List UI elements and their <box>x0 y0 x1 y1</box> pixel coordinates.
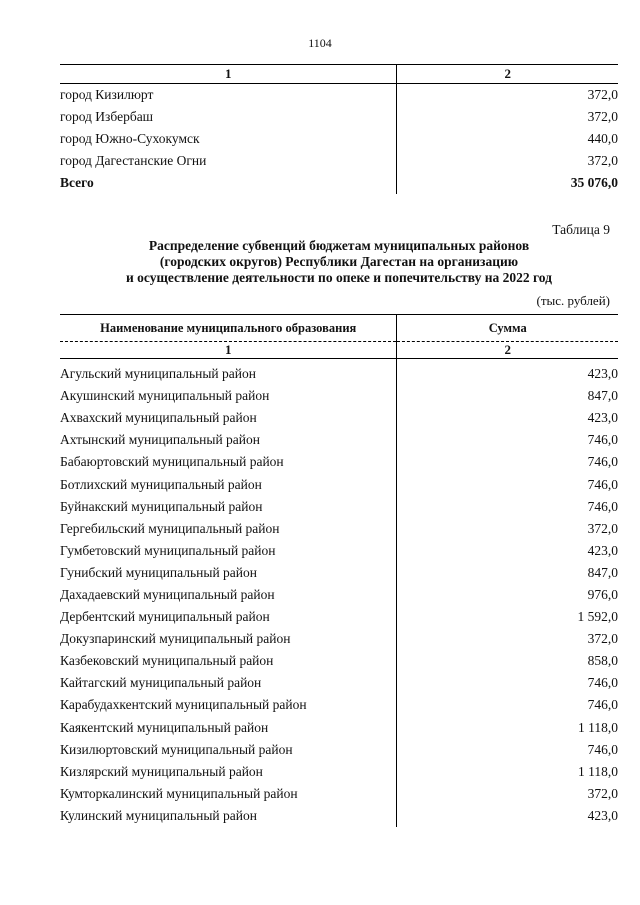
amount-value: 746,0 <box>587 697 618 713</box>
amount-value: 1 592,0 <box>577 609 618 625</box>
amount-value: 746,0 <box>587 675 618 691</box>
table-row <box>60 739 618 761</box>
amount-value: 372,0 <box>587 109 618 124</box>
units-note: (тыс. рублей) <box>536 293 610 308</box>
col-number-1: 1 <box>60 65 397 84</box>
table-row <box>60 429 618 451</box>
continued-table <box>60 64 618 194</box>
col-number-2: 2 <box>397 65 618 84</box>
municipality-name: Казбековский муниципальный район <box>60 650 397 672</box>
amount-value: 372,0 <box>587 785 618 801</box>
amount-value: 423,0 <box>587 366 618 382</box>
amount-value: 858,0 <box>587 653 618 669</box>
col-number-1: 1 <box>60 342 397 359</box>
municipality-name: Кумторкалинский муниципальный район <box>60 783 397 805</box>
municipality-name: город Избербаш <box>60 106 397 128</box>
amount-value: 372,0 <box>587 520 618 536</box>
municipality-name: Докузпаринский муниципальный район <box>60 628 397 650</box>
table-row <box>60 451 618 473</box>
table-row <box>60 407 618 429</box>
table-row <box>60 606 618 628</box>
municipality-name: Кизилюртовский муниципальный район <box>60 739 397 761</box>
municipality-name: Гумбетовский муниципальный район <box>60 540 397 562</box>
amount-value: 847,0 <box>587 564 618 580</box>
amount-value: 423,0 <box>587 542 618 558</box>
municipality-name: Дахадаевский муниципальный район <box>60 584 397 606</box>
table-row <box>60 672 618 694</box>
column-number-row <box>60 65 618 84</box>
amount-value: 372,0 <box>587 87 618 102</box>
table-row <box>60 128 618 150</box>
amount-value: 423,0 <box>587 807 618 823</box>
amount-value: 847,0 <box>587 388 618 404</box>
municipality-name: Ахвахский муниципальный район <box>60 407 397 429</box>
table-row <box>60 106 618 128</box>
title-line: и осуществление деятельности по опеке и попечительству на 2022 год <box>126 270 552 285</box>
table-row <box>60 385 618 407</box>
amount-value: 746,0 <box>587 476 618 492</box>
municipality-name: Карабудахкентский муниципальный район <box>60 694 397 716</box>
header-sum: Сумма <box>397 315 618 342</box>
total-value: 35 076,0 <box>570 175 618 190</box>
total-row <box>60 172 618 194</box>
municipality-name: город Южно-Сухокумск <box>60 128 397 150</box>
table-row <box>60 783 618 805</box>
municipality-name: Гунибский муниципальный район <box>60 562 397 584</box>
amount-value: 423,0 <box>587 410 618 426</box>
table-row <box>60 518 618 540</box>
subvention-table <box>60 314 618 827</box>
municipality-name: Гергебильский муниципальный район <box>60 518 397 540</box>
municipality-name: Бабаюртовский муниципальный район <box>60 451 397 473</box>
table-row <box>60 473 618 495</box>
municipality-name: Кайтагский муниципальный район <box>60 672 397 694</box>
amount-value: 746,0 <box>587 454 618 470</box>
total-label: Всего <box>60 172 397 194</box>
table-row <box>60 359 618 386</box>
municipality-name: город Дагестанские Огни <box>60 150 397 172</box>
table-row <box>60 584 618 606</box>
column-number-row <box>60 342 618 359</box>
page-number: 1104 <box>308 36 332 50</box>
municipality-name: Кулинский муниципальный район <box>60 805 397 827</box>
municipality-name: Кизлярский муниципальный район <box>60 761 397 783</box>
table-row <box>60 761 618 783</box>
amount-value: 976,0 <box>587 586 618 602</box>
header-municipality: Наименование муниципального образования <box>60 315 397 342</box>
table-row <box>60 628 618 650</box>
municipality-name: Каякентский муниципальный район <box>60 717 397 739</box>
amount-value: 746,0 <box>587 498 618 514</box>
amount-value: 1 118,0 <box>578 763 618 779</box>
title-line: Распределение субвенций бюджетам муниципальных районов <box>148 238 530 253</box>
municipality-name: Агульский муниципальный район <box>60 359 397 386</box>
table-row <box>60 84 618 107</box>
table-row <box>60 650 618 672</box>
table-row <box>60 694 618 716</box>
amount-value: 1 118,0 <box>578 719 618 735</box>
table-row <box>60 717 618 739</box>
amount-value: 372,0 <box>587 631 618 647</box>
amount-value: 746,0 <box>587 432 618 448</box>
table-title <box>60 238 618 286</box>
header-row <box>60 315 618 342</box>
table-row <box>60 540 618 562</box>
municipality-name: Ботлихский муниципальный район <box>60 473 397 495</box>
table-row <box>60 496 618 518</box>
amount-value: 746,0 <box>587 741 618 757</box>
municipality-name: Акушинский муниципальный район <box>60 385 397 407</box>
municipality-name: Дербентский муниципальный район <box>60 606 397 628</box>
amount-value: 372,0 <box>587 153 618 168</box>
table-row <box>60 150 618 172</box>
table-label: Таблица 9 <box>552 222 610 237</box>
table-row <box>60 562 618 584</box>
municipality-name: Буйнакский муниципальный район <box>60 496 397 518</box>
table-row <box>60 805 618 827</box>
amount-value: 440,0 <box>587 131 618 146</box>
title-line: (городских округов) Республики Дагестан на организацию <box>159 254 519 269</box>
municipality-name: город Кизилюрт <box>60 84 397 107</box>
municipality-name: Ахтынский муниципальный район <box>60 429 397 451</box>
col-number-2: 2 <box>397 342 618 359</box>
